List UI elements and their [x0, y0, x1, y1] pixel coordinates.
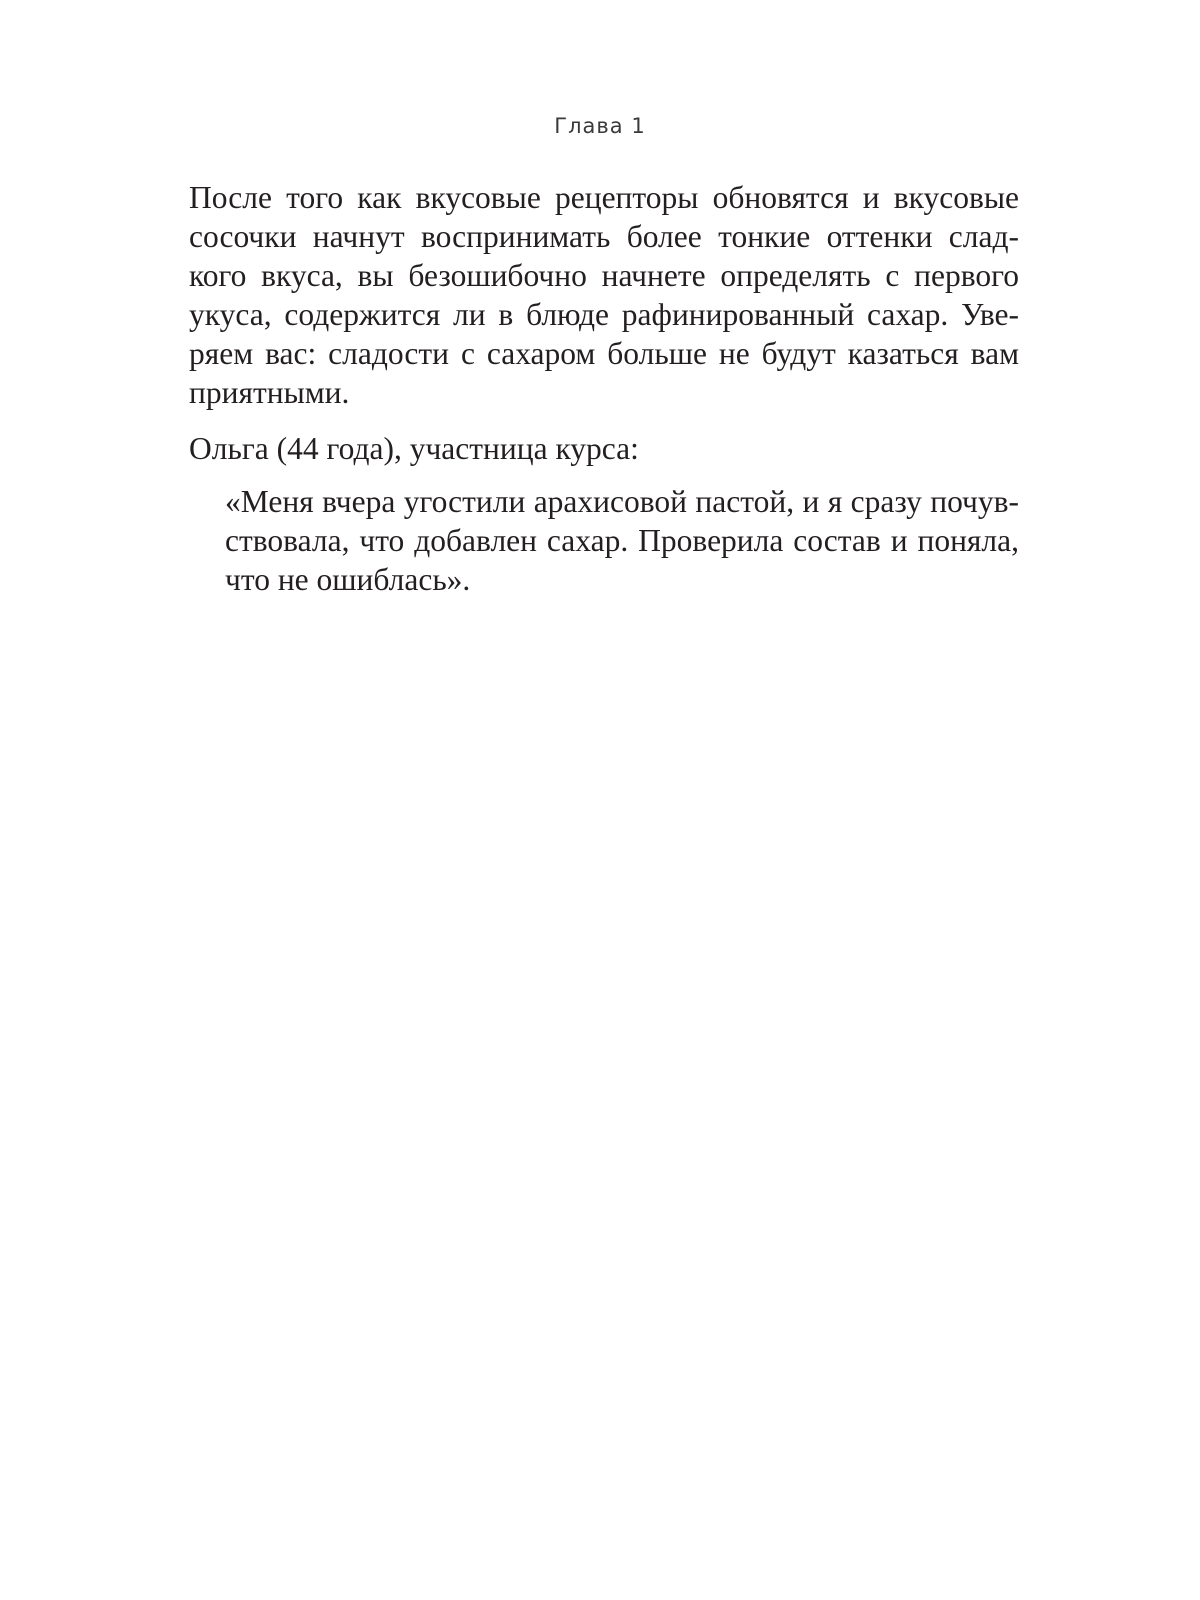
paragraph-line: приятными. [189, 375, 350, 410]
quote-attribution: Ольга (44 года), участница курса: [189, 431, 639, 466]
paragraph-line: сосочки начнут воспринимать более тонкие оттенки слад- [189, 219, 1019, 254]
paragraph-line: кого вкуса, вы безошибочно начнете определять с первого [189, 258, 1019, 293]
paragraph-line: После того как вкусовые рецепторы обновятся и вкусовые [189, 180, 1019, 215]
quote-line: «Меня вчера угостили арахисовой пастой, и я сразу почув- [225, 484, 1019, 519]
main-paragraph [189, 178, 1019, 412]
running-header: Глава 1 [554, 114, 646, 138]
quote-line: ствовала, что добавлен сахар. Проверила состав и поняла, [225, 523, 1019, 558]
quote-line: что не ошиблась». [225, 562, 471, 597]
paragraph-line: укуса, содержится ли в блюде рафинированный сахар. Уве- [189, 297, 1019, 332]
paragraph-line: ряем вас: сладости с сахаром больше не будут казаться вам [189, 336, 1019, 371]
page-body [189, 178, 1019, 599]
testimonial-quote [225, 482, 1019, 599]
